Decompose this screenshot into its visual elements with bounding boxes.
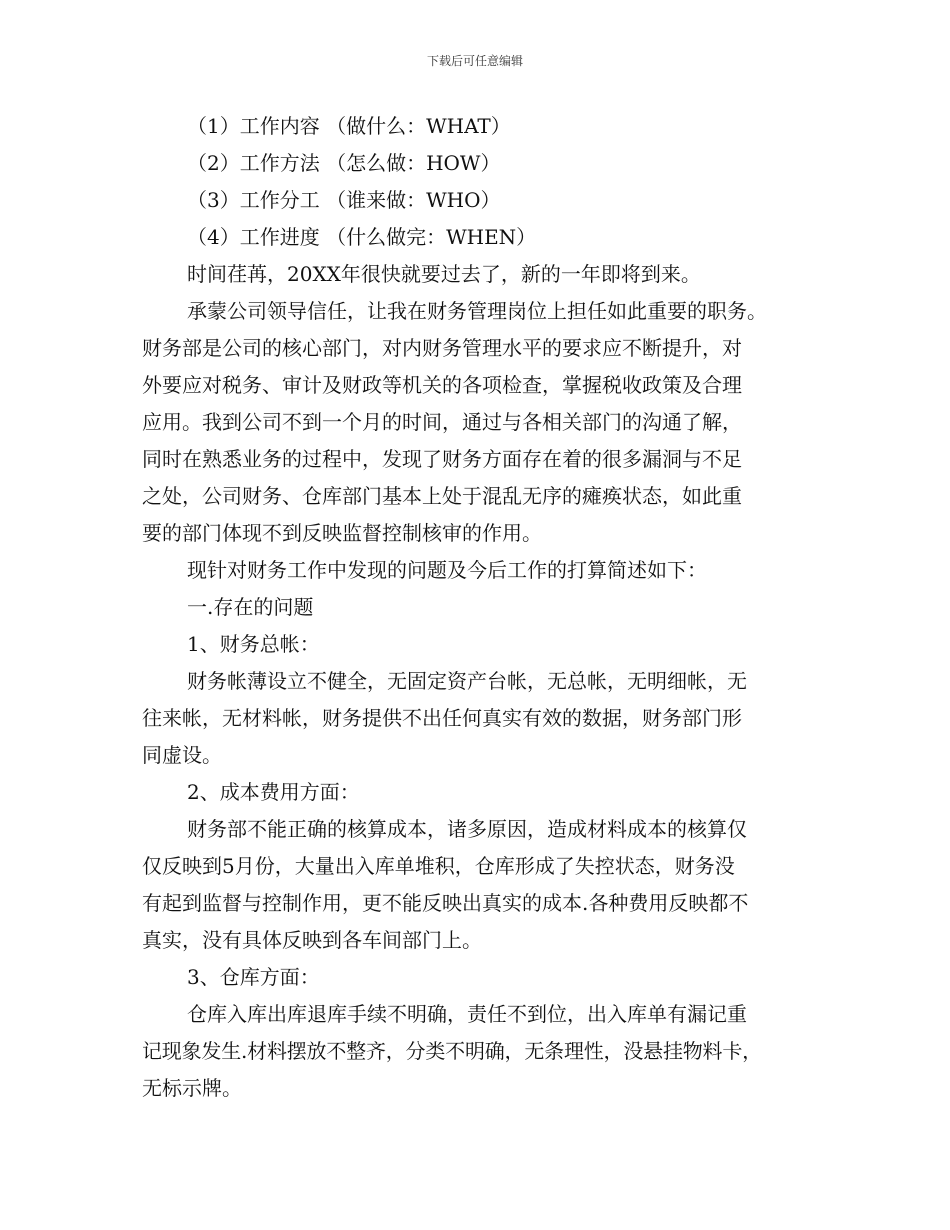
paragraph-line: 要的部门体现不到反映监督控制核审的作用。 [142, 521, 542, 545]
subsection-heading: 2、成本费用方面： [187, 780, 360, 804]
paragraph-line: 仓库入库出库退库手续不明确，责任不到位，出入库单有漏记重 [187, 1002, 747, 1026]
paragraph-line: 同时在熟悉业务的过程中，发现了财务方面存在着的很多漏洞与不足 [142, 447, 742, 471]
paragraph-line: 应用。我到公司不到一个月的时间，通过与各相关部门的沟通了解， [142, 410, 742, 434]
subsection-heading: 1、财务总帐： [187, 632, 320, 656]
paragraph-line: 有起到监督与控制作用，更不能反映出真实的成本.各种费用反映都不 [142, 891, 749, 915]
paragraph-line: 财务部是公司的核心部门，对内财务管理水平的要求应不断提升，对 [142, 336, 742, 360]
paragraph-line: 外要应对税务、审计及财政等机关的各项检查，掌握税收政策及合理 [142, 373, 742, 397]
paragraph-line: （4）工作进度 （什么做完：WHEN） [187, 225, 537, 249]
paragraph-line: 承蒙公司领导信任，让我在财务管理岗位上担任如此重要的职务。 [187, 299, 767, 323]
paragraph-line: 无标示牌。 [142, 1076, 242, 1100]
paragraph-line: 仅反映到5月份，大量出入库单堆积，仓库形成了失控状态，财务没 [142, 854, 735, 878]
document-body [142, 108, 814, 1107]
paragraph-line: （1）工作内容 （做什么：WHAT） [187, 114, 511, 138]
paragraph-line: （3）工作分工 （谁来做：WHO） [187, 188, 501, 212]
paragraph-line: 现针对财务工作中发现的问题及今后工作的打算简述如下： [187, 558, 707, 582]
paragraph-line: 时间荏苒，20XX年很快就要过去了，新的一年即将到来。 [187, 262, 701, 286]
paragraph-line: 记现象发生.材料摆放不整齐，分类不明确，无条理性，没悬挂物料卡， [142, 1039, 762, 1063]
paragraph-line: （2）工作方法 （怎么做：HOW） [187, 151, 501, 175]
section-heading: 一.存在的问题 [187, 595, 314, 619]
subsection-heading: 3、仓库方面： [187, 965, 320, 989]
paragraph-line: 真实，没有具体反映到各车间部门上。 [142, 928, 482, 952]
paragraph-line: 往来帐，无材料帐，财务提供不出任何真实有效的数据，财务部门形 [142, 706, 742, 730]
paragraph-line: 同虚设。 [142, 743, 222, 767]
paragraph-line: 之处，公司财务、仓库部门基本上处于混乱无序的瘫痪状态，如此重 [142, 484, 742, 508]
paragraph-line: 财务部不能正确的核算成本，诸多原因，造成材料成本的核算仅 [187, 817, 747, 841]
page-header: 下载后可任意编辑 [426, 54, 523, 68]
paragraph-line: 财务帐薄设立不健全，无固定资产台帐，无总帐，无明细帐，无 [187, 669, 747, 693]
